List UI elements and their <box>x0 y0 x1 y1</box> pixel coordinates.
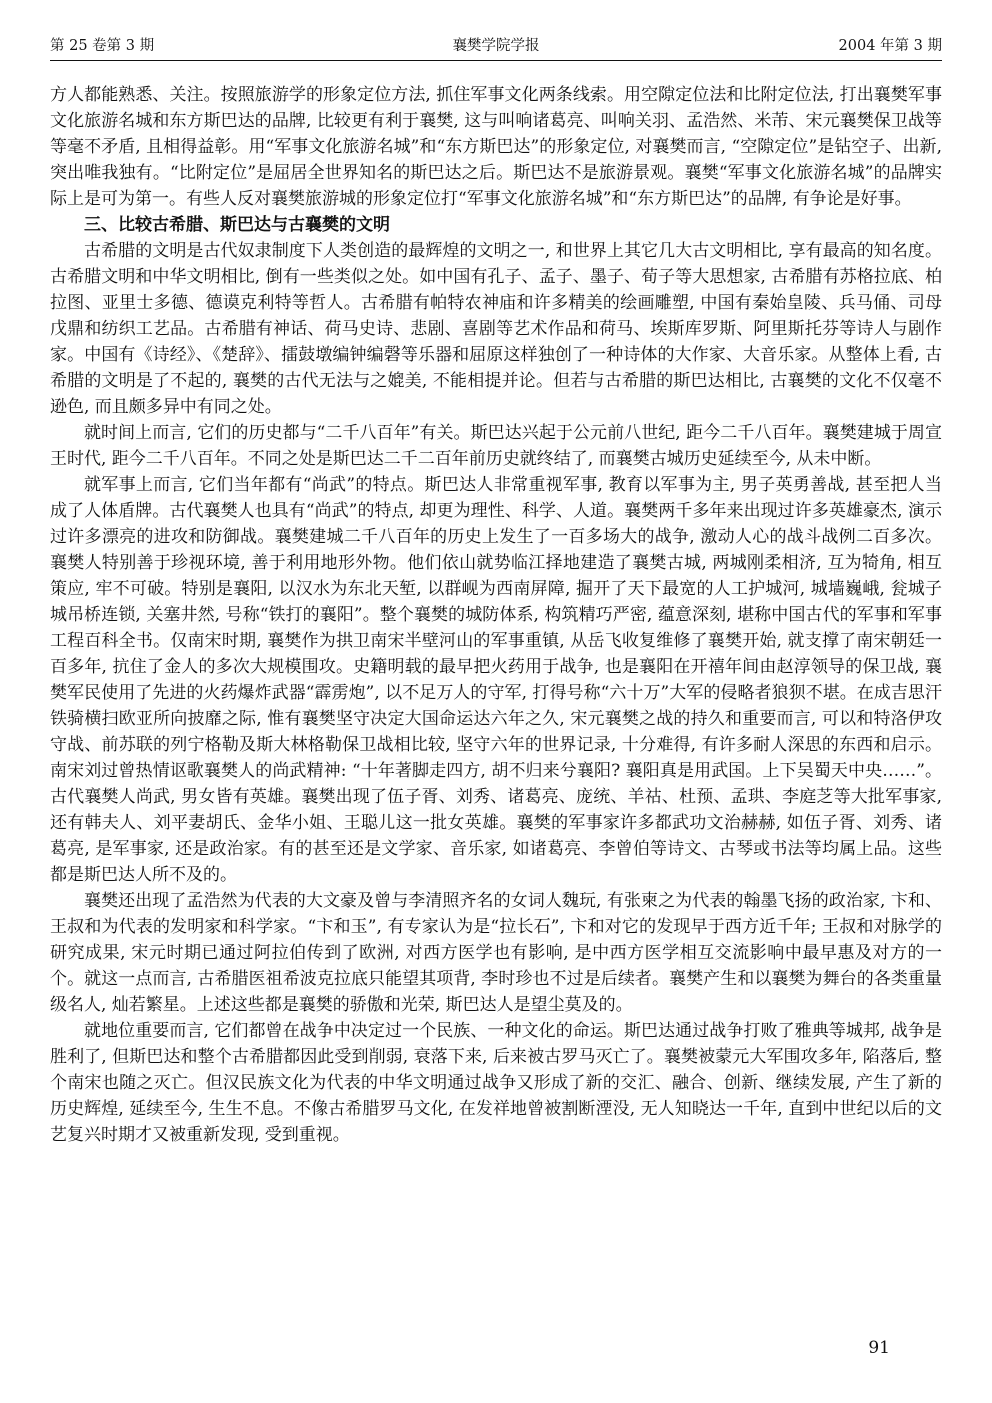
page-number: 91 <box>868 1338 890 1358</box>
journal-volume: 第 25 卷第 3 期 <box>50 38 155 54</box>
paragraph-military: 就军事上而言, 它们当年都有“尚武”的特点。斯巴达人非常重视军事, 教育以军事为主, 男子英勇善战, 甚至把人当成了人体盾牌。古代襄樊人也具有“尚武”的特点, 却更为理性、科学、人道。襄樊两千多年来出现过许多英雄豪杰, 演示过许多漂亮的进攻和防御战。襄樊建城二千八百年的历史上发生了一百多场大的战争, 激动人心的战斗战例二百多次。襄樊人特别善于珍视环境, 善于利用地形外物。他们依山就势临江择地建造了襄樊古城, 两城刚柔相济, 互为犄角, 相互策应, 牢不可破。特别是襄阳, 以汉水为东北天堑, 以群岘为西南屏障, 掘开了天下最宽的人工护城河, 城墙巍峨, 瓮城子城吊桥连锁, 关塞井然, 号称“铁打的襄阳”。整个襄樊的城防体系, 构筑精巧严密, 蕴意深刻, 堪称中国古代的军事和军事工程百科全书。仅南宋时期, 襄樊作为拱卫南宋半壁河山的军事重镇, 从岳飞收复维修了襄樊开始, 就支撑了南宋朝廷一百多年, 抗住了金人的多次大规模围攻。史籍明载的最早把火药用于战争, 也是襄阳在开禧年间由赵淳领导的保卫战, 襄樊军民使用了先进的火药爆炸武器“霹雳炮”, 以不足万人的守军, 打得号称“六十万”大军的侵略者狼狈不堪。在成吉思汗铁骑横扫欧亚所向披靡之际, 惟有襄樊坚守决定大国命运达六年之久, 宋元襄樊之战的持久和重要而言, 可以和特洛伊攻守战、前苏联的列宁格勒及斯大林格勒保卫战相比较, 坚守六年的世界记录, 十分难得, 有许多耐人深思的东西和启示。南宋刘过曾热情讴歌襄樊人的尚武精神: “十年著脚走四方, 胡不归来兮襄阳? 襄阳真是用武国。上下吴蜀天中央……”。古代襄樊人尚武, 男女皆有英雄。襄樊出现了伍子胥、刘秀、诸葛亮、庞统、羊祜、杜预、孟珙、李庭芝等大批军事家, 还有韩夫人、刘平妻胡氏、金华小姐、王聪儿这一批女英雄。襄樊的军事家许多都武功文治赫赫, 如伍子胥、刘秀、诸葛亮, 是军事家, 还是政治家。有的甚至还是文学家、音乐家, 如诸葛亮、李曾伯等诗文、古琴或书法等均属上品。这些都是斯巴达人所不及的。 <box>50 475 942 885</box>
paragraph-status: 就地位重要而言, 它们都曾在战争中决定过一个民族、一种文化的命运。斯巴达通过战争打败了雅典等城邦, 战争是胜利了, 但斯巴达和整个古希腊都因此受到削弱, 衰落下来, 后来被古罗马灭亡了。襄樊被蒙元大军围攻多年, 陷落后, 整个南宋也随之灭亡。但汉民族文化为代表的中华文明通过战争又形成了新的交汇、融合、创新、继续发展, 产生了新的历史辉煌, 延续至今, 生生不息。不像古希腊罗马文化, 在发祥地曾被割断湮没, 无人知晓达一千年, 直到中世纪以后的文艺复兴时期才又被重新发现, 受到重视。 <box>50 1021 942 1145</box>
intro-paragraph: 方人都能熟悉、关注。按照旅游学的形象定位方法, 抓住军事文化两条线索。用空隙定位法和比附定位法, 打出襄樊军事文化旅游名城和东方斯巴达的品牌, 比较更有利于襄樊, 这与叫响诸葛亮、叫响关羽、孟浩然、米芾、宋元襄樊保卫战等等毫不矛盾, 且相得益彰。用“军事文化旅游名城”和“东方斯巴达”的形象定位, 对襄樊而言, “空隙定位”是钻空子、出新, 突出唯我独有。“比附定位”是屈居全世界知名的斯巴达之后。斯巴达不是旅游景观。襄樊“军事文化旅游名城”的品牌实际上是可为第一。有些人反对襄樊旅游城的形象定位打“军事文化旅游名城”和“东方斯巴达”的品牌, 有争论是好事。 <box>50 85 942 209</box>
running-header <box>50 36 942 61</box>
paragraph-time: 就时间上而言, 它们的历史都与“二千八百年”有关。斯巴达兴起于公元前八世纪, 距今二千八百年。襄樊建城于周宣王时代, 距今二千八百年。不同之处是斯巴达二千二百年前历史就终结了, 而襄樊古城历史延续至今, 从未中断。 <box>50 423 942 469</box>
paragraph-greece-comparison: 古希腊的文明是古代奴隶制度下人类创造的最辉煌的文明之一, 和世界上其它几大古文明相比, 享有最高的知名度。古希腊文明和中华文明相比, 倒有一些类似之处。如中国有孔子、孟子、墨子、荀子等大思想家, 古希腊有苏格拉底、柏拉图、亚里士多德、德谟克利特等哲人。古希腊有帕特农神庙和许多精美的绘画雕塑, 中国有秦始皇陵、兵马俑、司母戊鼎和纺织工艺品。古希腊有神话、荷马史诗、悲剧、喜剧等艺术作品和荷马、埃斯库罗斯、阿里斯托芬等诗人与剧作家。中国有《诗经》、《楚辞》、擂鼓墩编钟编磬等乐器和屈原这样独创了一种诗体的大作家、大音乐家。从整体上看, 古希腊的文明是了不起的, 襄樊的古代无法与之媲美, 不能相提并论。但若与古希腊的斯巴达相比, 古襄樊的文化不仅毫不逊色, 而且颇多异中有同之处。 <box>50 241 942 417</box>
journal-title: 襄樊学院学报 <box>452 38 540 54</box>
section-heading: 三、比较古希腊、斯巴达与古襄樊的文明 <box>84 215 390 235</box>
article-body <box>50 82 942 1148</box>
paragraph-culture: 襄樊还出现了孟浩然为代表的大文豪及曾与李清照齐名的女词人魏玩, 有张柬之为代表的翰墨飞扬的政治家, 卞和、王叔和为代表的发明家和科学家。“卞和玉”, 有专家认为是“拉长石”, 卞和对它的发现早于西方近千年; 王叔和对脉学的研究成果, 宋元时期已通过阿拉伯传到了欧洲, 对西方医学也有影响, 是中西方医学相互交流影响中最早惠及对方的一个。就这一点而言, 古希腊医祖希波克拉底只能望其项背, 李时珍也不过是后续者。襄樊产生和以襄樊为舞台的各类重量级名人, 灿若繁星。上述这些都是襄樊的骄傲和光荣, 斯巴达人是望尘莫及的。 <box>50 891 942 1015</box>
journal-issue: 2004 年第 3 期 <box>838 38 942 54</box>
